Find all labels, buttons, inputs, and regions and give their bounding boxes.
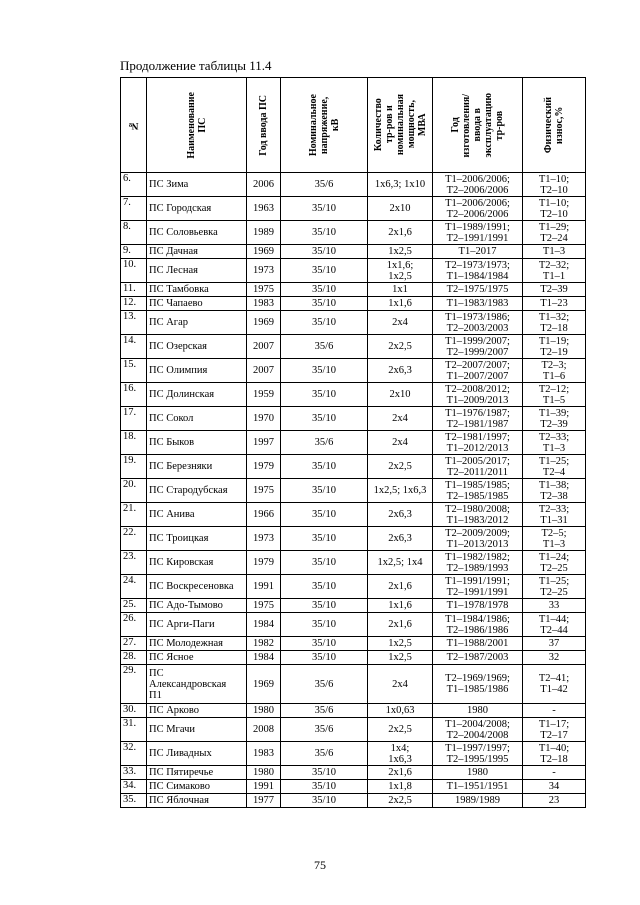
commission-year-cell: 1979 — [247, 455, 281, 479]
table-row — [121, 637, 586, 651]
manufacture-commission-year-cell: Т2–1987/2003 — [433, 651, 523, 665]
header-voltage: Номинальное напряжение, кВ — [281, 78, 368, 173]
manufacture-commission-year-cell: Т1–2017 — [433, 245, 523, 259]
commission-year-cell: 1991 — [247, 780, 281, 794]
transformer-capacity-cell: 2x6,3 — [368, 359, 433, 383]
rated-voltage-cell: 35/10 — [281, 455, 368, 479]
rated-voltage-cell: 35/10 — [281, 297, 368, 311]
transformer-capacity-cell: 2x10 — [368, 197, 433, 221]
substation-name-cell: ПС Молодежная — [147, 637, 247, 651]
substation-name-cell: ПС Дачная — [147, 245, 247, 259]
manufacture-commission-year-cell: Т1–1982/1982; Т2–1989/1993 — [433, 551, 523, 575]
commission-year-cell: 1977 — [247, 794, 281, 808]
table-row — [121, 780, 586, 794]
row-number-cell: 25. — [121, 599, 147, 613]
table-row — [121, 704, 586, 718]
row-number-cell: 26. — [121, 613, 147, 637]
transformer-capacity-cell: 1x2,5; 1x6,3 — [368, 479, 433, 503]
physical-wear-cell: 32 — [523, 651, 586, 665]
transformer-capacity-cell: 1x1,6; 1x2,5 — [368, 259, 433, 283]
physical-wear-cell: Т1–10; Т2–10 — [523, 197, 586, 221]
commission-year-cell: 1975 — [247, 599, 281, 613]
table-caption: Продолжение таблицы 11.4 — [120, 58, 272, 73]
substation-name-cell: ПС Яблочная — [147, 794, 247, 808]
manufacture-commission-year-cell: Т1–1951/1951 — [433, 780, 523, 794]
rated-voltage-cell: 35/10 — [281, 359, 368, 383]
rated-voltage-cell: 35/10 — [281, 503, 368, 527]
substation-name-cell: ПС Арги-Паги — [147, 613, 247, 637]
rated-voltage-cell: 35/10 — [281, 527, 368, 551]
table-row — [121, 431, 586, 455]
rated-voltage-cell: 35/10 — [281, 311, 368, 335]
transformer-capacity-cell: 2x6,3 — [368, 503, 433, 527]
substation-name-cell: ПС Сокол — [147, 407, 247, 431]
physical-wear-cell: Т2–33; Т1–31 — [523, 503, 586, 527]
manufacture-commission-year-cell: Т1–1973/1986; Т2–2003/2003 — [433, 311, 523, 335]
commission-year-cell: 1975 — [247, 283, 281, 297]
physical-wear-cell: Т1–24; Т2–25 — [523, 551, 586, 575]
row-number-cell: 8. — [121, 221, 147, 245]
substation-name-cell: ПС Олимпия — [147, 359, 247, 383]
row-number-cell: 35. — [121, 794, 147, 808]
manufacture-commission-year-cell: Т1–1983/1983 — [433, 297, 523, 311]
table-row — [121, 383, 586, 407]
row-number-cell: 11. — [121, 283, 147, 297]
row-number-cell: 29. — [121, 665, 147, 704]
manufacture-commission-year-cell: 1980 — [433, 704, 523, 718]
row-number-cell: 19. — [121, 455, 147, 479]
row-number-cell: 12. — [121, 297, 147, 311]
transformer-capacity-cell: 2x4 — [368, 431, 433, 455]
substations-table — [120, 77, 586, 808]
commission-year-cell: 1984 — [247, 651, 281, 665]
row-number-cell: 30. — [121, 704, 147, 718]
row-number-cell: 18. — [121, 431, 147, 455]
row-number-cell: 27. — [121, 637, 147, 651]
substation-name-cell: ПС Ясное — [147, 651, 247, 665]
table-row — [121, 173, 586, 197]
transformer-capacity-cell: 1x1 — [368, 283, 433, 297]
substation-name-cell: ПС Березняки — [147, 455, 247, 479]
transformer-capacity-cell: 1x2,5 — [368, 651, 433, 665]
substation-name-cell: ПС Агар — [147, 311, 247, 335]
row-number-cell: 14. — [121, 335, 147, 359]
row-number-cell: 13. — [121, 311, 147, 335]
commission-year-cell: 1970 — [247, 407, 281, 431]
header-year: Год ввода ПС — [247, 78, 281, 173]
rated-voltage-cell: 35/6 — [281, 704, 368, 718]
commission-year-cell: 1973 — [247, 259, 281, 283]
transformer-capacity-cell: 2x2,5 — [368, 455, 433, 479]
table-row — [121, 455, 586, 479]
rated-voltage-cell: 35/10 — [281, 259, 368, 283]
manufacture-commission-year-cell: Т1–1978/1978 — [433, 599, 523, 613]
row-number-cell: 7. — [121, 197, 147, 221]
row-number-cell: 17. — [121, 407, 147, 431]
table-row — [121, 259, 586, 283]
commission-year-cell: 1973 — [247, 527, 281, 551]
transformer-capacity-cell: 2x6,3 — [368, 527, 433, 551]
rated-voltage-cell: 35/10 — [281, 613, 368, 637]
table-row — [121, 359, 586, 383]
manufacture-commission-year-cell: Т2–1980/2008; Т1–1983/2012 — [433, 503, 523, 527]
physical-wear-cell: - — [523, 704, 586, 718]
physical-wear-cell: Т2–39 — [523, 283, 586, 297]
rated-voltage-cell: 35/10 — [281, 479, 368, 503]
table-row — [121, 297, 586, 311]
header-transformers: Количество тр-ров и номинальная мощность, МВА — [368, 78, 433, 173]
rated-voltage-cell: 35/6 — [281, 173, 368, 197]
manufacture-commission-year-cell: Т1–1985/1985; Т2–1985/1985 — [433, 479, 523, 503]
physical-wear-cell: Т1–17; Т2–17 — [523, 718, 586, 742]
table-row — [121, 221, 586, 245]
rated-voltage-cell: 35/10 — [281, 407, 368, 431]
commission-year-cell: 1969 — [247, 311, 281, 335]
transformer-capacity-cell: 2x1,6 — [368, 766, 433, 780]
substation-name-cell: ПС Долинская — [147, 383, 247, 407]
rated-voltage-cell: 35/10 — [281, 575, 368, 599]
row-number-cell: 15. — [121, 359, 147, 383]
manufacture-commission-year-cell: Т1–1999/2007; Т2–1999/2007 — [433, 335, 523, 359]
substation-name-cell: ПС Кировская — [147, 551, 247, 575]
row-number-cell: 28. — [121, 651, 147, 665]
physical-wear-cell: 34 — [523, 780, 586, 794]
manufacture-commission-year-cell: Т1–1976/1987; Т2–1981/1987 — [433, 407, 523, 431]
commission-year-cell: 2008 — [247, 718, 281, 742]
rated-voltage-cell: 35/10 — [281, 780, 368, 794]
commission-year-cell: 1989 — [247, 221, 281, 245]
substation-name-cell: ПС Адо-Тымово — [147, 599, 247, 613]
table-row — [121, 551, 586, 575]
physical-wear-cell: Т1–38; Т2–38 — [523, 479, 586, 503]
row-number-cell: 16. — [121, 383, 147, 407]
transformer-capacity-cell: 2x2,5 — [368, 794, 433, 808]
transformer-capacity-cell: 2x1,6 — [368, 575, 433, 599]
physical-wear-cell: 33 — [523, 599, 586, 613]
manufacture-commission-year-cell: Т2–1981/1997; Т1–2012/2013 — [433, 431, 523, 455]
physical-wear-cell: Т1–10; Т2–10 — [523, 173, 586, 197]
row-number-cell: 23. — [121, 551, 147, 575]
rated-voltage-cell: 35/6 — [281, 718, 368, 742]
transformer-capacity-cell: 1x1,6 — [368, 297, 433, 311]
manufacture-commission-year-cell: Т1–2006/2006; Т2–2006/2006 — [433, 173, 523, 197]
physical-wear-cell: Т2–41; Т1–42 — [523, 665, 586, 704]
transformer-capacity-cell: 2x1,6 — [368, 613, 433, 637]
row-number-cell: 6. — [121, 173, 147, 197]
physical-wear-cell: Т1–3 — [523, 245, 586, 259]
rated-voltage-cell: 35/10 — [281, 283, 368, 297]
commission-year-cell: 1975 — [247, 479, 281, 503]
rated-voltage-cell: 35/10 — [281, 245, 368, 259]
manufacture-commission-year-cell: Т2–1973/1973; Т1–1984/1984 — [433, 259, 523, 283]
table-row — [121, 665, 586, 704]
commission-year-cell: 1982 — [247, 637, 281, 651]
substation-name-cell: ПС Лесная — [147, 259, 247, 283]
commission-year-cell: 1984 — [247, 613, 281, 637]
manufacture-commission-year-cell: Т2–2008/2012; Т1–2009/2013 — [433, 383, 523, 407]
transformer-capacity-cell: 2x10 — [368, 383, 433, 407]
physical-wear-cell: Т1–29; Т2–24 — [523, 221, 586, 245]
commission-year-cell: 1980 — [247, 704, 281, 718]
row-number-cell: 33. — [121, 766, 147, 780]
physical-wear-cell: Т2–33; Т1–3 — [523, 431, 586, 455]
commission-year-cell: 1959 — [247, 383, 281, 407]
manufacture-commission-year-cell: Т1–1984/1986; Т2–1986/1986 — [433, 613, 523, 637]
rated-voltage-cell: 35/10 — [281, 221, 368, 245]
manufacture-commission-year-cell: Т1–2004/2008; Т2–2004/2008 — [433, 718, 523, 742]
physical-wear-cell: Т1–40; Т2–18 — [523, 742, 586, 766]
row-number-cell: 31. — [121, 718, 147, 742]
table-row — [121, 197, 586, 221]
substation-name-cell: ПС Тамбовка — [147, 283, 247, 297]
substation-name-cell: ПС Зима — [147, 173, 247, 197]
table-row — [121, 794, 586, 808]
rated-voltage-cell: 35/10 — [281, 766, 368, 780]
table-header-row — [121, 78, 586, 173]
transformer-capacity-cell: 1x1,8 — [368, 780, 433, 794]
table-row — [121, 527, 586, 551]
commission-year-cell: 1963 — [247, 197, 281, 221]
table-row — [121, 599, 586, 613]
table-row — [121, 575, 586, 599]
commission-year-cell: 2006 — [247, 173, 281, 197]
substation-name-cell: ПС Стародубская — [147, 479, 247, 503]
commission-year-cell: 1966 — [247, 503, 281, 527]
manufacture-commission-year-cell: 1980 — [433, 766, 523, 780]
substation-name-cell: ПС Анива — [147, 503, 247, 527]
transformer-capacity-cell: 2x4 — [368, 311, 433, 335]
manufacture-commission-year-cell: Т2–1969/1969; Т1–1985/1986 — [433, 665, 523, 704]
table-row — [121, 718, 586, 742]
rated-voltage-cell: 35/6 — [281, 431, 368, 455]
substation-name-cell: ПС Александровская П1 — [147, 665, 247, 704]
transformer-capacity-cell: 1x2,5 — [368, 245, 433, 259]
page-number: 75 — [314, 858, 326, 872]
substation-name-cell: ПС Арково — [147, 704, 247, 718]
physical-wear-cell: Т1–44; Т2–44 — [523, 613, 586, 637]
table-row — [121, 283, 586, 297]
rated-voltage-cell: 35/6 — [281, 335, 368, 359]
header-manufacture-year: Год изготовления/ ввода в эксплуатацию тр-ров — [433, 78, 523, 173]
substation-name-cell: ПС Ливадных — [147, 742, 247, 766]
manufacture-commission-year-cell: Т1–2006/2006; Т2–2006/2006 — [433, 197, 523, 221]
table-row — [121, 311, 586, 335]
substation-name-cell: ПС Чапаево — [147, 297, 247, 311]
transformer-capacity-cell: 2x4 — [368, 407, 433, 431]
rated-voltage-cell: 35/10 — [281, 599, 368, 613]
table-row — [121, 335, 586, 359]
transformer-capacity-cell: 2x2,5 — [368, 335, 433, 359]
row-number-cell: 21. — [121, 503, 147, 527]
physical-wear-cell: 37 — [523, 637, 586, 651]
transformer-capacity-cell: 2x1,6 — [368, 221, 433, 245]
commission-year-cell: 1969 — [247, 245, 281, 259]
rated-voltage-cell: 35/10 — [281, 794, 368, 808]
transformer-capacity-cell: 1x6,3; 1x10 — [368, 173, 433, 197]
physical-wear-cell: Т2–32; Т1–1 — [523, 259, 586, 283]
transformer-capacity-cell: 1x1,6 — [368, 599, 433, 613]
rated-voltage-cell: 35/6 — [281, 742, 368, 766]
commission-year-cell: 1983 — [247, 742, 281, 766]
row-number-cell: 9. — [121, 245, 147, 259]
table-row — [121, 245, 586, 259]
rated-voltage-cell: 35/10 — [281, 551, 368, 575]
transformer-capacity-cell: 2x4 — [368, 665, 433, 704]
commission-year-cell: 1991 — [247, 575, 281, 599]
row-number-cell: 24. — [121, 575, 147, 599]
physical-wear-cell: Т2–3; Т1–6 — [523, 359, 586, 383]
table-row — [121, 503, 586, 527]
manufacture-commission-year-cell: Т1–1988/2001 — [433, 637, 523, 651]
physical-wear-cell: Т1–39; Т2–39 — [523, 407, 586, 431]
substation-name-cell: ПС Пятиречье — [147, 766, 247, 780]
row-number-cell: 32. — [121, 742, 147, 766]
commission-year-cell: 2007 — [247, 359, 281, 383]
commission-year-cell: 1983 — [247, 297, 281, 311]
commission-year-cell: 1997 — [247, 431, 281, 455]
rated-voltage-cell: 35/10 — [281, 383, 368, 407]
table-row — [121, 766, 586, 780]
physical-wear-cell: - — [523, 766, 586, 780]
table-row — [121, 742, 586, 766]
substation-name-cell: ПС Быков — [147, 431, 247, 455]
manufacture-commission-year-cell: 1989/1989 — [433, 794, 523, 808]
transformer-capacity-cell: 2x2,5 — [368, 718, 433, 742]
substation-name-cell: ПС Троицкая — [147, 527, 247, 551]
manufacture-commission-year-cell: Т1–1997/1997; Т2–1995/1995 — [433, 742, 523, 766]
rated-voltage-cell: 35/6 — [281, 665, 368, 704]
manufacture-commission-year-cell: Т1–1989/1991; Т2–1991/1991 — [433, 221, 523, 245]
substation-name-cell: ПС Озерская — [147, 335, 247, 359]
transformer-capacity-cell: 1x2,5; 1x4 — [368, 551, 433, 575]
manufacture-commission-year-cell: Т1–2005/2017; Т2–2011/2011 — [433, 455, 523, 479]
commission-year-cell: 1969 — [247, 665, 281, 704]
manufacture-commission-year-cell: Т2–2007/2007; Т1–2007/2007 — [433, 359, 523, 383]
table-row — [121, 651, 586, 665]
physical-wear-cell: Т1–25; Т2–25 — [523, 575, 586, 599]
row-number-cell: 22. — [121, 527, 147, 551]
physical-wear-cell: Т1–25; Т2–4 — [523, 455, 586, 479]
header-number: № — [121, 78, 147, 173]
manufacture-commission-year-cell: Т1–1991/1991; Т2–1991/1991 — [433, 575, 523, 599]
commission-year-cell: 1979 — [247, 551, 281, 575]
substation-name-cell: ПС Городская — [147, 197, 247, 221]
physical-wear-cell: Т1–23 — [523, 297, 586, 311]
physical-wear-cell: Т1–19; Т2–19 — [523, 335, 586, 359]
table-row — [121, 407, 586, 431]
manufacture-commission-year-cell: Т2–1975/1975 — [433, 283, 523, 297]
table-row — [121, 613, 586, 637]
rated-voltage-cell: 35/10 — [281, 637, 368, 651]
transformer-capacity-cell: 1x0,63 — [368, 704, 433, 718]
row-number-cell: 34. — [121, 780, 147, 794]
transformer-capacity-cell: 1x4; 1x6,3 — [368, 742, 433, 766]
rated-voltage-cell: 35/10 — [281, 197, 368, 221]
substation-name-cell: ПС Симаково — [147, 780, 247, 794]
substation-name-cell: ПС Мгачи — [147, 718, 247, 742]
commission-year-cell: 2007 — [247, 335, 281, 359]
row-number-cell: 20. — [121, 479, 147, 503]
physical-wear-cell: Т2–12; Т1–5 — [523, 383, 586, 407]
substation-name-cell: ПС Воскресеновка — [147, 575, 247, 599]
rated-voltage-cell: 35/10 — [281, 651, 368, 665]
commission-year-cell: 1980 — [247, 766, 281, 780]
physical-wear-cell: 23 — [523, 794, 586, 808]
header-wear: Физический износ,% — [523, 78, 586, 173]
manufacture-commission-year-cell: Т2–2009/2009; Т1–2013/2013 — [433, 527, 523, 551]
header-name: Наименование ПС — [147, 78, 247, 173]
transformer-capacity-cell: 1x2,5 — [368, 637, 433, 651]
physical-wear-cell: Т1–32; Т2–18 — [523, 311, 586, 335]
row-number-cell: 10. — [121, 259, 147, 283]
physical-wear-cell: Т2–5; Т1–3 — [523, 527, 586, 551]
substation-name-cell: ПС Соловьевка — [147, 221, 247, 245]
table-row — [121, 479, 586, 503]
